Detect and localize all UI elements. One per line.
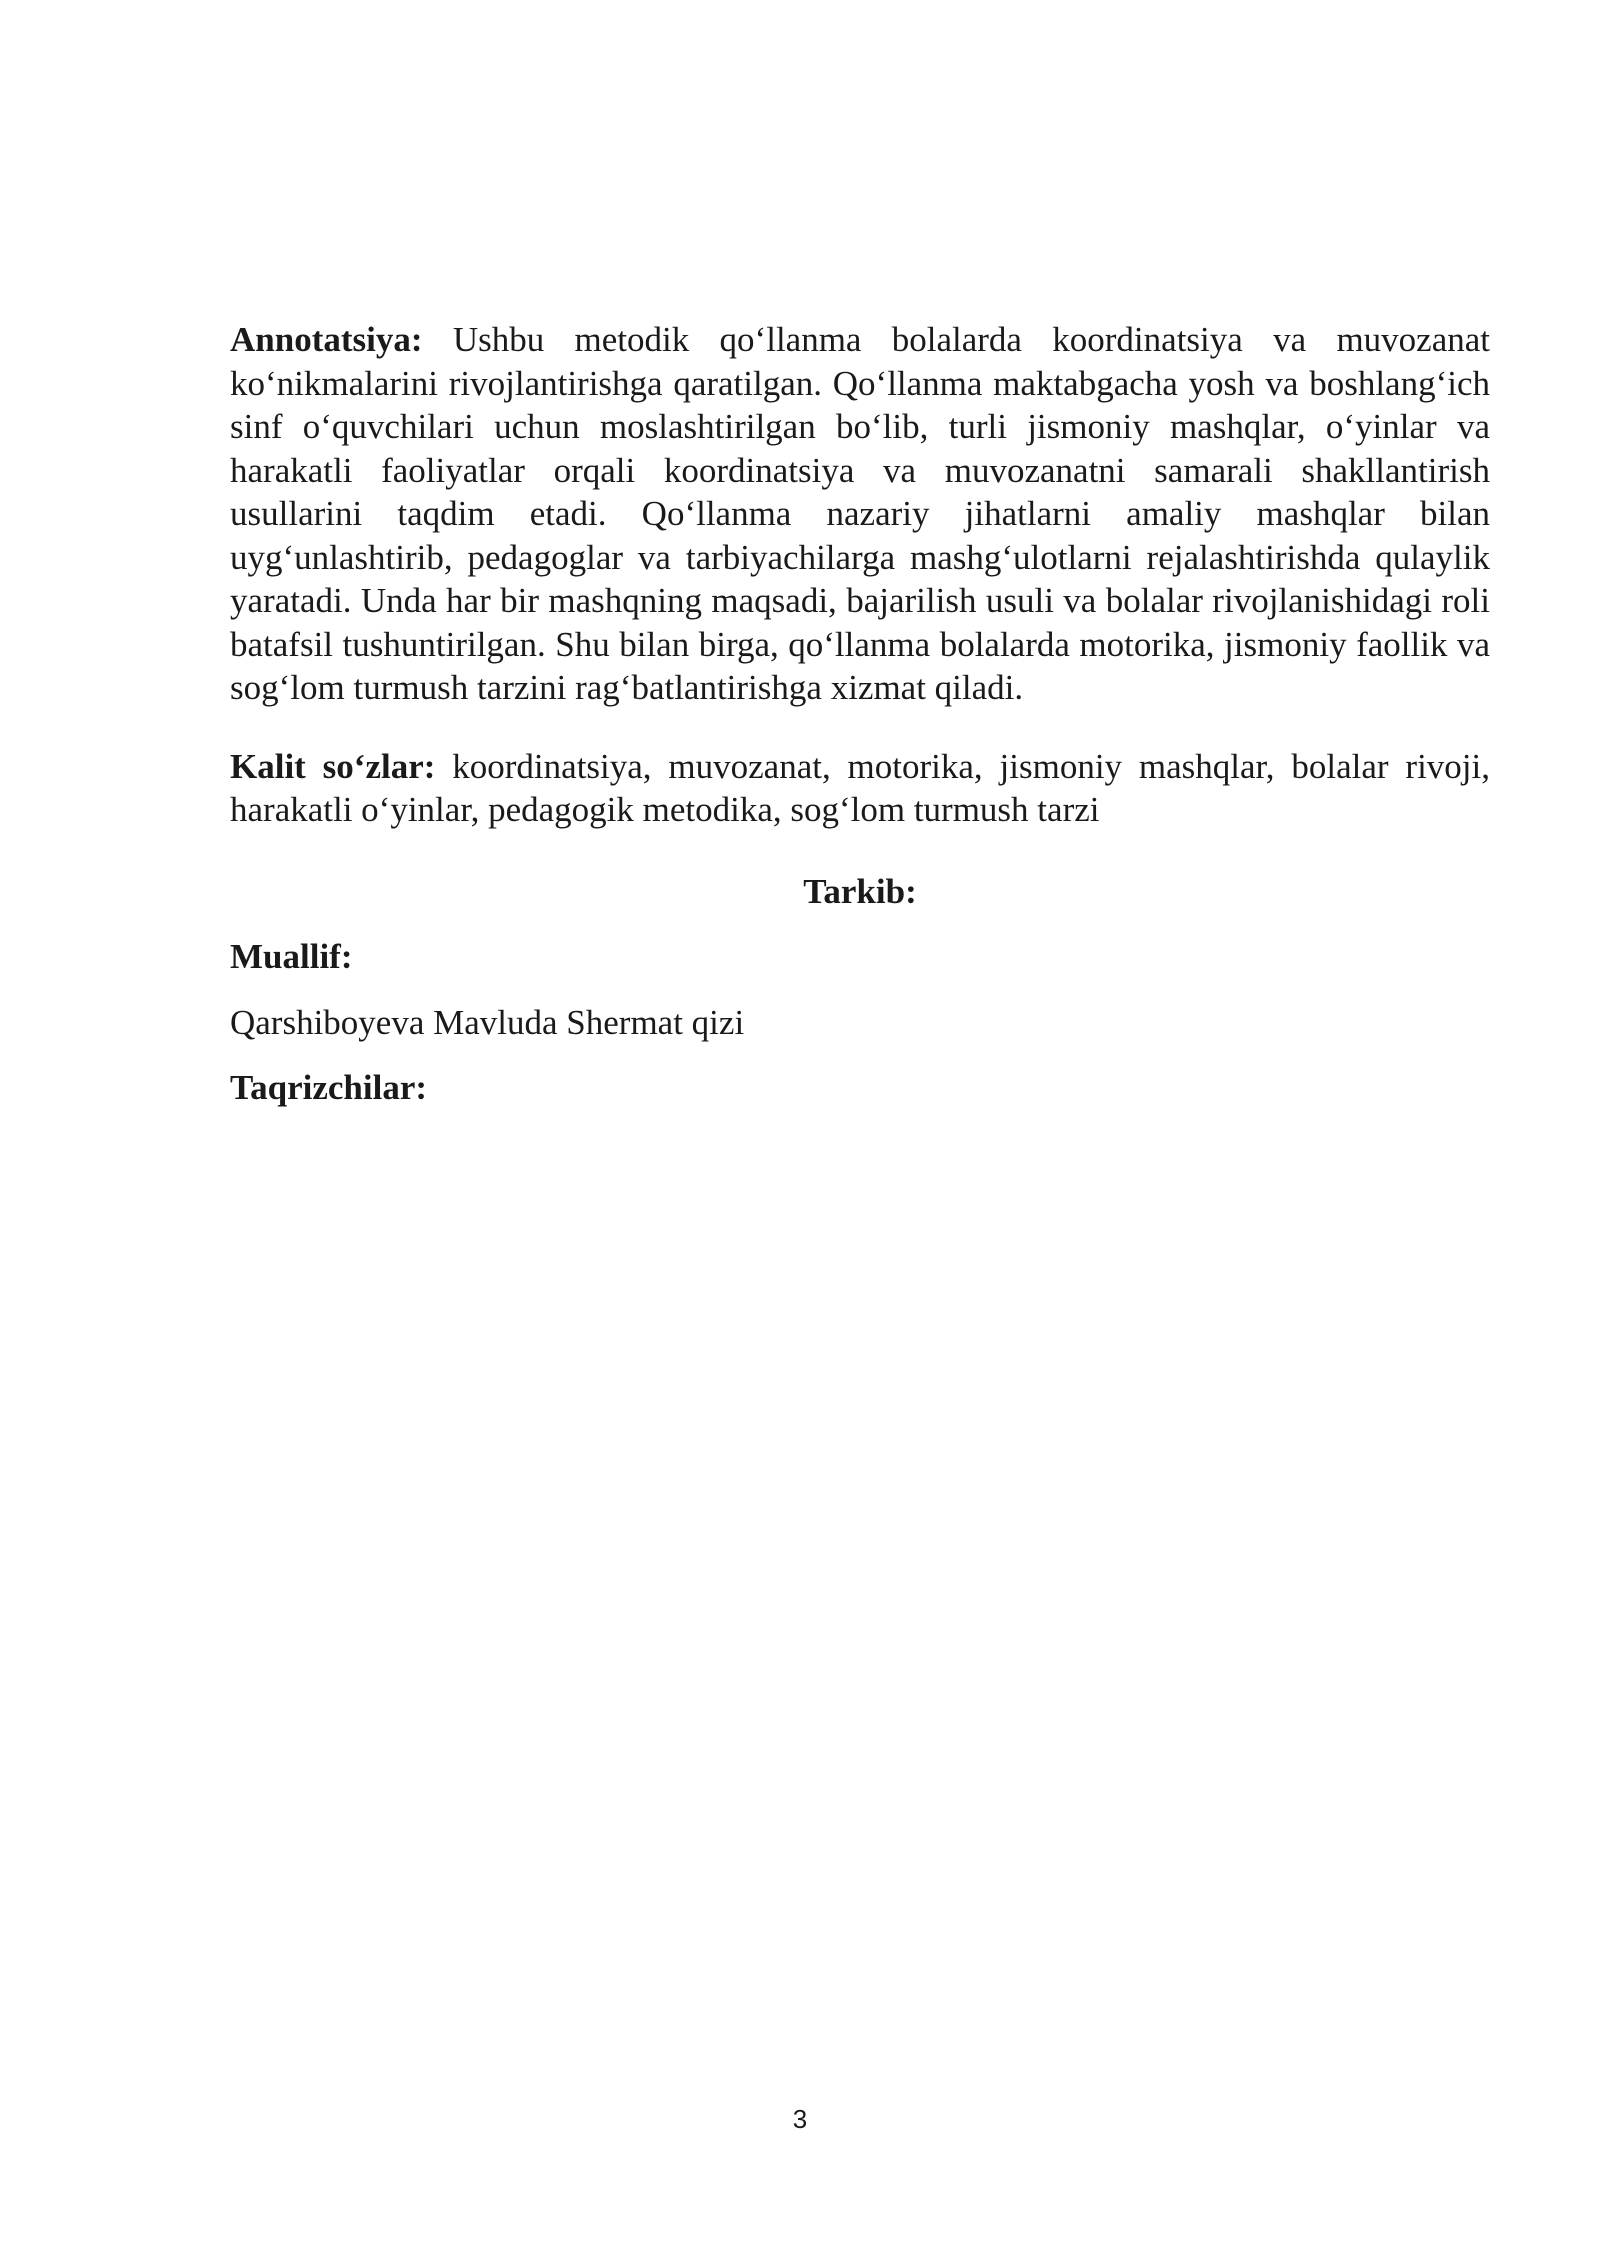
author-name: Qarshiboyeva Mavluda Shermat qizi	[230, 1002, 745, 1042]
contents-heading: Tarkib:	[803, 871, 917, 911]
annotation-paragraph	[230, 318, 1490, 710]
keywords-text: koordinatsiya, muvozanat, motorika, jismoniy mashqlar, bolalar rivoji, harakatli o‘yinlar, pedagogik metodika, sog‘lom turmush tarzi	[230, 746, 1491, 829]
author-label: Muallif:	[230, 937, 353, 976]
annotation-label: Annotatsiya:	[230, 320, 423, 359]
keywords-label: Kalit so‘zlar:	[230, 746, 436, 786]
page-number: 3	[792, 2104, 808, 2134]
page-content	[230, 318, 1490, 1132]
annotation-text: Ushbu metodik qo‘llanma bolalarda koordinatsiya va muvozanat ko‘nikmalarini rivojlantirishga qaratilgan. Qo‘llanma maktabgacha yosh va boshlang‘ich sinf o‘quvchilari uchun moslashtirilgan bo‘lib, turli jismoniy mashqlar, o‘yinlar va harakatli faoliyatlar orqali koordinatsiya va muvozanatni samarali shakllantirish usullarini taqdim etadi. Qo‘llanma nazariy jihatlarni amaliy mashqlar bilan uyg‘unlashtirib, pedagoglar va tarbiyachilarga mashg‘ulotlarni rejalashtirishda qulaylik yaratadi. Unda har bir mashqning maqsadi, bajarilish usuli va bolalar rivojlanishidagi roli batafsil tushuntirilgan. Shu bilan birga, qo‘llanma bolalarda motorika, jismoniy faollik va sog‘lom turmush tarzini rag‘batlantirishga xizmat qiladi.	[230, 320, 1490, 707]
reviewers-label: Taqrizchilar:	[230, 1068, 428, 1107]
keywords-paragraph	[230, 745, 1490, 832]
